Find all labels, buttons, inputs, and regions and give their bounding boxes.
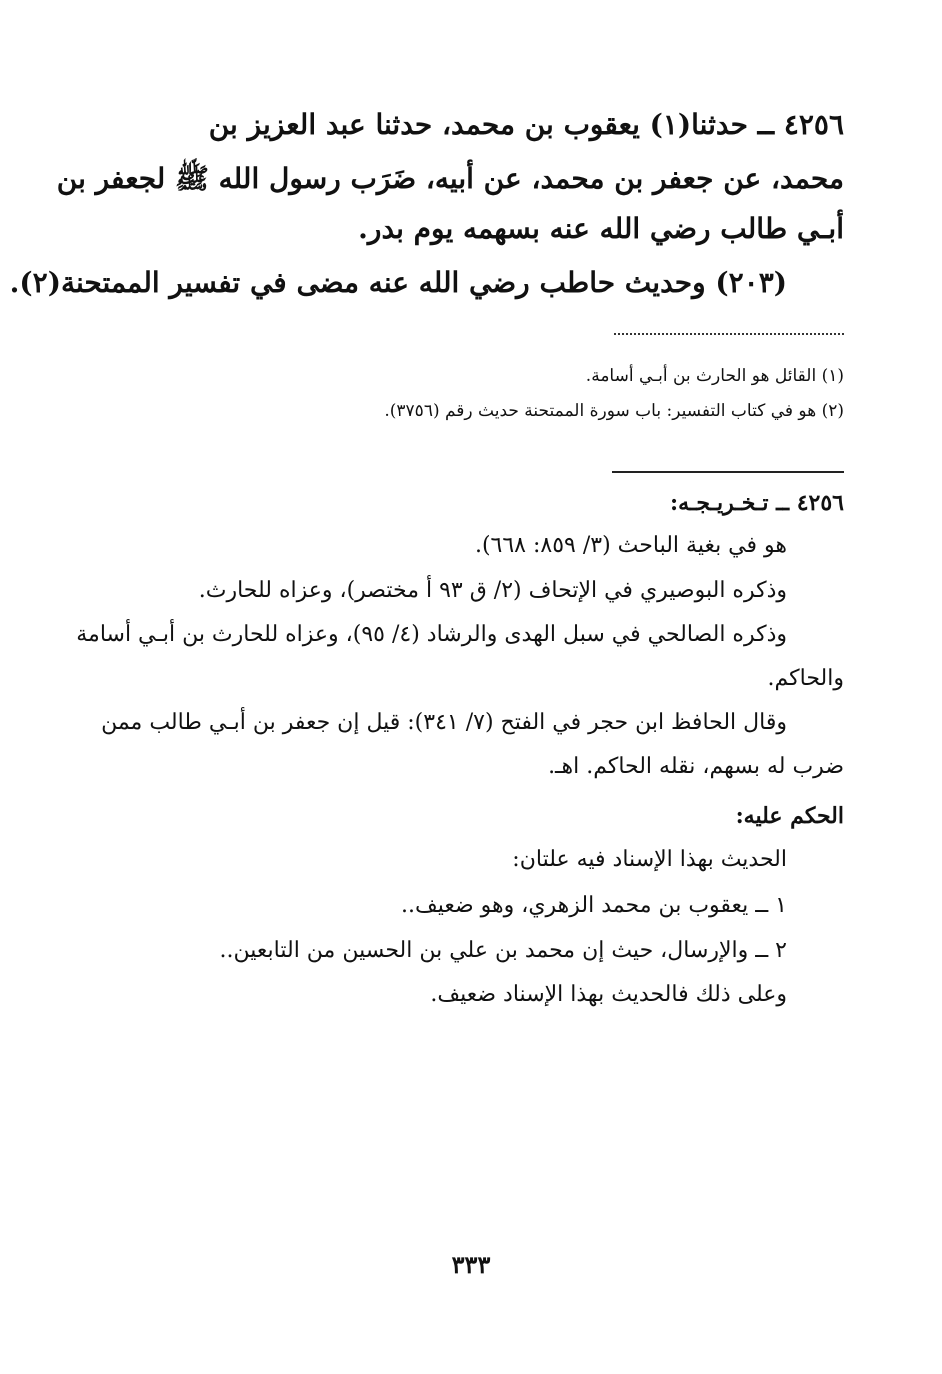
hadith-text-line-1: ٤٢٥٦ ــ حدثنا(١) يعقوب بن محمد، حدثنا عبد العزيز بن: [208, 108, 844, 141]
hukm-line-4: وعلى ذلك فالحديث بهذا الإسناد ضعيف.: [430, 982, 787, 1007]
footnote-1: (١) القائل هو الحارث بن أبـي أسامة.: [585, 366, 844, 386]
takhrij-line-1: هو في بغية الباحث (٣/ ٨٥٩: ٦٦٨).: [474, 533, 787, 558]
hadith-cross-reference: (٢٠٣) وحديث حاطب رضي الله عنه مضى في تفسير الممتحنة(٢).: [9, 266, 787, 299]
section-rule: [612, 471, 844, 473]
footnote-2: (٢) هو في كتاب التفسير: باب سورة الممتحنة حديث رقم (٣٧٥٦).: [384, 401, 844, 421]
hukm-line-3: ٢ ــ والإرسال، حيث إن محمد بن علي بن الحسين من التابعين..: [219, 938, 787, 963]
page-number: ٣٣٣: [451, 1250, 491, 1279]
hadith-text-line-2: محمد، عن جعفر بن محمد، عن أبيه، ضَرَب رسول الله ﷺ لجعفر بن: [56, 162, 844, 195]
takhrij-heading: ٤٢٥٦ ــ تـخـريـجـه:: [670, 490, 844, 516]
takhrij-line-2: وذكره البوصيري في الإتحاف (٢/ ق ٩٣ أ مختصر)، وعزاه للحارث.: [198, 578, 787, 603]
hukm-heading: الحكم عليه:: [735, 803, 844, 829]
footnote-separator: [614, 333, 844, 335]
hadith-text-line-3: أبـي طالب رضي الله عنه بسهمه يوم بدر.: [358, 212, 844, 245]
hukm-line-1: الحديث بهذا الإسناد فيه علتان:: [512, 847, 787, 872]
takhrij-line-5: وقال الحافظ ابن حجر في الفتح (٧/ ٣٤١): قيل إن جعفر بن أبـي طالب ممن: [101, 710, 787, 735]
takhrij-line-6: ضرب له بسهم، نقله الحاكم. اهـ.: [548, 754, 844, 779]
takhrij-line-3: وذكره الصالحي في سبل الهدى والرشاد (٤/ ٩٥)، وعزاه للحارث بن أبـي أسامة: [76, 622, 787, 647]
takhrij-line-4: والحاكم.: [767, 666, 844, 691]
hukm-line-2: ١ ــ يعقوب بن محمد الزهري، وهو ضعيف..: [400, 893, 787, 918]
